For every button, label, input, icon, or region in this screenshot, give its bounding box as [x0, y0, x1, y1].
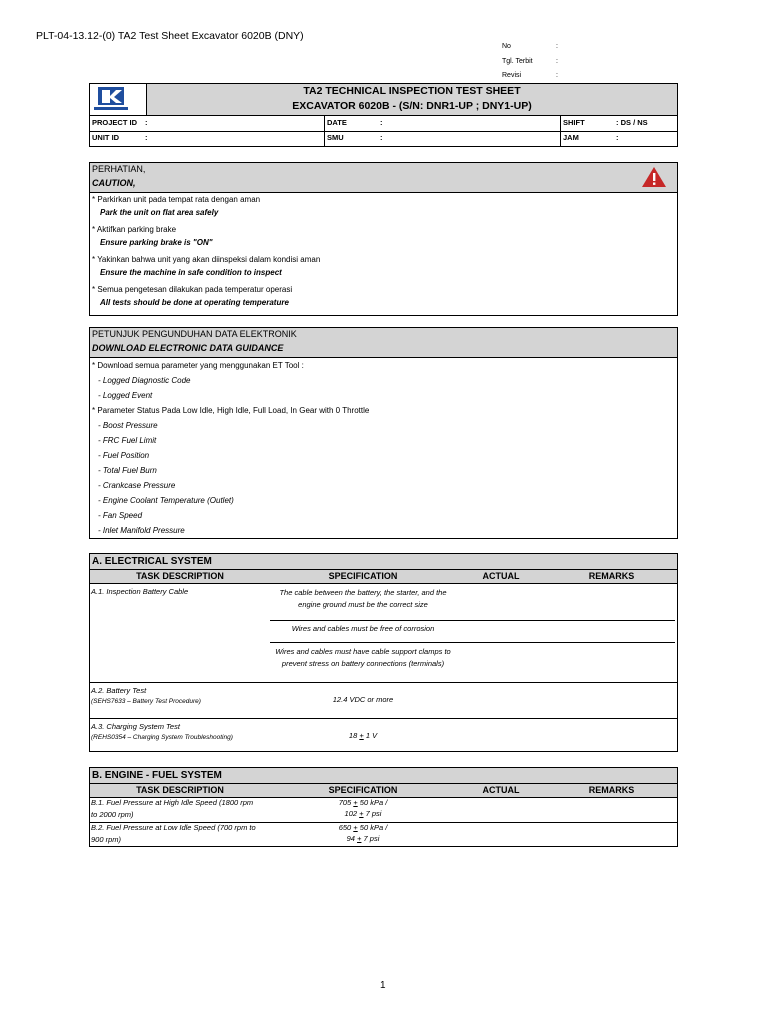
col-task-header: TASK DESCRIPTION	[136, 785, 224, 795]
caution-header	[90, 163, 677, 193]
download-header	[90, 328, 677, 358]
table-row	[90, 798, 677, 823]
task-description: B.2. Fuel Pressure at Low Idle Speed (700 rpm to 900 rpm)	[91, 823, 256, 844]
caution-item	[92, 193, 677, 223]
task-description: B.1. Fuel Pressure at High Idle Speed (1800 rpm to 2000 rpm)	[91, 798, 254, 819]
meta-revision-value: :	[556, 72, 558, 79]
table-row	[90, 683, 677, 719]
col-actual-header: ACTUAL	[482, 785, 520, 795]
col-remarks-header: REMARKS	[588, 785, 635, 795]
download-item: - Logged Event	[98, 391, 153, 400]
unit-id-colon: :	[145, 133, 148, 142]
parameter-item: - Total Fuel Burn	[98, 466, 157, 475]
download-title-id: PETUNJUK PENGUNDUHAN DATA ELEKTRONIK	[92, 329, 297, 339]
table-row	[90, 719, 677, 751]
task-reference: (SEHS7633 – Battery Test Procedure)	[91, 698, 201, 705]
spec-text: 705 + 50 kPa / 102 + 7 psi	[338, 798, 388, 818]
caution-item-en: Ensure the machine in safe condition to inspect	[100, 268, 282, 277]
col-task-header: TASK DESCRIPTION	[136, 571, 224, 581]
jam-colon: :	[616, 133, 619, 142]
spec-text: 18 + 1 V	[348, 731, 378, 740]
caution-item	[92, 223, 677, 253]
spec-text: 650 + 50 kPa / 94 + 7 psi	[338, 823, 388, 843]
caution-item-id: * Yakinkan bahwa unit yang akan diinspeksi dalam kondisi aman	[92, 255, 321, 264]
caution-box	[89, 162, 678, 316]
caution-item-id: * Semua pengetesan dilakukan pada temperatur operasi	[92, 285, 293, 294]
col-remarks-header: REMARKS	[588, 571, 635, 581]
caution-title-en: CAUTION,	[92, 178, 136, 188]
shift-label: SHIFT	[563, 118, 585, 127]
col-actual-header: ACTUAL	[482, 571, 520, 581]
parameter-item: - Boost Pressure	[98, 421, 158, 430]
parameter-item: - Engine Coolant Temperature (Outlet)	[98, 496, 234, 505]
sheet-subtitle: EXCAVATOR 6020B - (S/N: DNR1-UP ; DNY1-UP)	[292, 100, 532, 112]
sheet-header	[89, 83, 678, 147]
company-logo	[90, 84, 147, 115]
sheet-title: TA2 TECHNICAL INSPECTION TEST SHEET	[303, 85, 521, 97]
caution-title-id: PERHATIAN,	[92, 164, 146, 174]
meta-issue-date-value: :	[556, 57, 558, 65]
caution-item-id: * Parkirkan unit pada tempat rata dengan aman	[92, 195, 261, 204]
caution-item-en: Park the unit on flat area safely	[100, 208, 219, 217]
caution-item	[92, 253, 677, 283]
date-colon: :	[380, 118, 383, 127]
col-spec-header: SPECIFICATION	[328, 571, 398, 581]
project-id-label: PROJECT ID	[92, 118, 138, 127]
meta-revision-label: Revisi	[502, 72, 522, 79]
parameter-item: - FRC Fuel Limit	[98, 436, 157, 445]
table-row	[90, 823, 677, 846]
electrical-system-table	[89, 553, 678, 752]
parameter-item: - Inlet Manifold Pressure	[98, 526, 185, 535]
engine-fuel-system-table	[89, 767, 678, 847]
spec-text: 12.4 VDC or more	[332, 695, 394, 704]
smu-label: SMU	[327, 133, 344, 142]
download-box	[89, 327, 678, 539]
download-list	[90, 358, 677, 538]
header-title-band	[90, 84, 677, 116]
meta-issue-date-label: Tgl. Terbit	[502, 57, 533, 65]
download-item: - Logged Diagnostic Code	[98, 376, 191, 385]
smu-colon: :	[380, 133, 383, 142]
parameter-item: - Crankcase Pressure	[98, 481, 176, 490]
jam-label: JAM	[563, 133, 579, 142]
table-row	[90, 584, 677, 683]
caution-item-id: * Aktifkan parking brake	[92, 225, 177, 234]
column-header-row	[90, 784, 677, 798]
parameter-item: - Fuel Position	[98, 451, 150, 460]
caution-item-en: All tests should be done at operating temperature	[100, 298, 289, 307]
download-title-en: DOWNLOAD ELECTRONIC DATA GUIDANCE	[92, 343, 284, 353]
col-spec-header: SPECIFICATION	[328, 785, 398, 795]
document-code: PLT-04-13.12-(0) TA2 Test Sheet Excavator 6020B (DNY)	[36, 30, 304, 42]
download-instruction: * Download semua parameter yang menggunakan ET Tool :	[92, 361, 304, 370]
parameter-item: - Fan Speed	[98, 511, 143, 520]
warning-triangle-icon	[641, 166, 667, 188]
task-description: A.2. Battery Test	[91, 686, 147, 695]
section-title: B. ENGINE - FUEL SYSTEM	[90, 768, 677, 784]
page-number: 1	[380, 980, 386, 991]
caution-item-en: Ensure parking brake is "ON"	[100, 238, 213, 247]
column-header-row	[90, 570, 677, 584]
caution-list	[90, 193, 677, 313]
spec-text: Wires and cables must have cable support clamps to prevent stress on battery connections (terminals)	[275, 647, 451, 668]
meta-no-label: No	[502, 43, 511, 50]
project-id-colon: :	[145, 118, 148, 127]
meta-no-value: :	[556, 43, 558, 50]
section-title: A. ELECTRICAL SYSTEM	[90, 554, 677, 570]
download-instruction: * Parameter Status Pada Low Idle, High Idle, Full Load, In Gear with 0 Throttle	[92, 406, 370, 415]
date-label: DATE	[327, 118, 347, 127]
task-description: A.3. Charging System Test	[91, 722, 180, 731]
shift-value: : DS / NS	[616, 118, 648, 127]
unit-info-grid	[90, 116, 677, 146]
task-reference: (REHS0354 – Charging System Troubleshooting)	[91, 734, 233, 741]
spec-text: Wires and cables must be free of corrosion	[291, 624, 435, 633]
task-description: A.1. Inspection Battery Cable	[91, 587, 189, 596]
spec-text: The cable between the battery, the starter, and the engine ground must be the correct size	[279, 588, 447, 609]
caution-item	[92, 283, 677, 313]
unit-id-label: UNIT ID	[92, 133, 120, 142]
document-meta	[502, 40, 558, 84]
